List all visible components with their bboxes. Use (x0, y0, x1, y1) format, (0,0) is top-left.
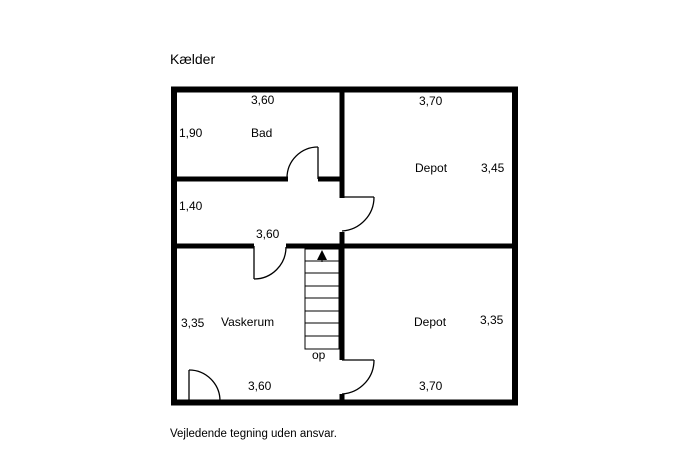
bad-width: 3,60 (251, 93, 275, 107)
bad-name: Bad (251, 126, 273, 140)
interior-walls (171, 87, 518, 405)
depot-top-depth: 3,45 (481, 161, 505, 175)
depot-top-name: Depot (415, 161, 448, 175)
stairs-up-arrow (317, 250, 327, 260)
gang-depth: 1,40 (179, 199, 203, 213)
page-title: Kælder (170, 51, 216, 67)
door-bad (287, 147, 318, 179)
staircase (305, 249, 339, 349)
door-exterior (189, 370, 220, 402)
door-vaskerum (254, 246, 286, 279)
depot-bottom-depth: 3,35 (480, 313, 504, 327)
depot-top-width: 3,70 (419, 94, 443, 108)
door-depot-top (342, 197, 374, 231)
stairs-label: op (312, 348, 326, 362)
gang-width: 3,60 (256, 227, 280, 241)
bad-depth: 1,90 (179, 126, 203, 140)
depot-bottom-width: 3,70 (419, 379, 443, 393)
disclaimer: Vejledende tegning uden ansvar. (170, 428, 337, 440)
depot-bottom-name: Depot (414, 315, 447, 329)
vaskerum-width: 3,60 (248, 379, 272, 393)
vaskerum-name: Vaskerum (221, 315, 275, 329)
door-depot-bottom (342, 360, 374, 394)
vaskerum-depth: 3,35 (181, 316, 205, 330)
